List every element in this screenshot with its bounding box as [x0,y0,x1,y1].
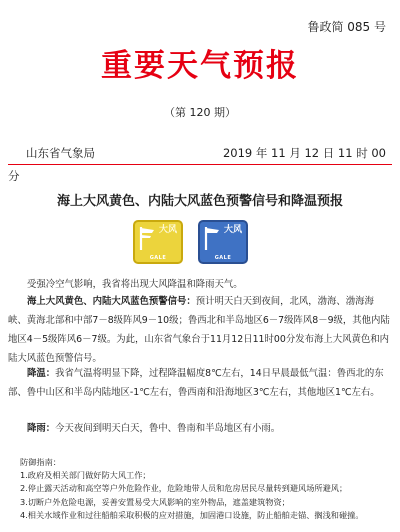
rain-paragraph [8,419,392,438]
guide-item: 1.政府及相关部门做好防大风工作； [20,470,151,481]
guide-item: 3.切断户外危险电源，妥善安置易受大风影响的室外物品，遮盖建筑物资； [20,496,290,507]
wind-warning-label: 海上大风黄色、内陆大风蓝色预警信号： [27,296,196,307]
guide-item: 4.相关水域作业和过往船舶采取积极的应对措施，加固港口设施，防止船舶走锚、搁浅和碰撞。 [20,509,364,520]
sign-en-label: GALE [214,255,232,261]
document-title: 重要天气预报 [101,48,299,84]
red-divider [8,164,392,165]
document-number: 鲁政简 085 号 [307,20,386,34]
blue-gale-warning-sign [198,220,248,264]
cooling-label: 降温： [27,368,56,379]
sign-en-label: GALE [149,255,167,261]
sign-label: 大风 [159,225,178,235]
issuer: 山东省气象局 [26,146,95,160]
wind-flag-icon [202,224,224,252]
intro-paragraph: 受强冷空气影响，我省将出现大风降温和降雨天气。 [27,279,243,290]
headline: 海上大风黄色、内陆大风蓝色预警信号和降温预报 [56,194,343,209]
rain-text: 今天夜间到明天白天，鲁中、鲁南和半岛地区有小雨。 [55,423,281,434]
sign-label: 大风 [224,225,243,235]
issue-date: 2019 年 11 月 12 日 11 时 00 [222,146,386,160]
guide-title: 防御指南： [20,457,61,467]
yellow-gale-warning-sign [133,220,183,264]
defense-guide [20,456,390,522]
wind-warning-paragraph [8,292,392,368]
issue-date-tail: 分 [8,169,20,183]
rain-label: 降雨： [27,423,56,434]
cooling-text: 我省气温将明显下降，过程降温幅度8℃左右，14日早晨最低气温：鲁西北的东部、鲁中山区和半岛内陆地区-1℃左右，鲁西南和沿海地区3℃左右，其他地区1℃左右。 [8,368,384,398]
cooling-paragraph [8,364,392,402]
guide-item: 2.停止露天活动和高空等户外危险作业，危险地带人员和危房居民尽量转到避风场所避风； [20,483,348,494]
issue-number: （第 120 期） [164,106,236,119]
wind-flag-icon [137,224,159,252]
wind-warning-text: 预计明天白天到夜间，北风，渤海、渤海海峡、黄海北部和中部7－8级阵风9－10级；鲁西北和半岛地区6－7级阵风8－9级，其他内陆地区4－5级阵风6－7级。为此，山东省气象台于11月12日11时00分发布海上大风黄色和内陆大风蓝色预警信号。 [8,296,390,364]
